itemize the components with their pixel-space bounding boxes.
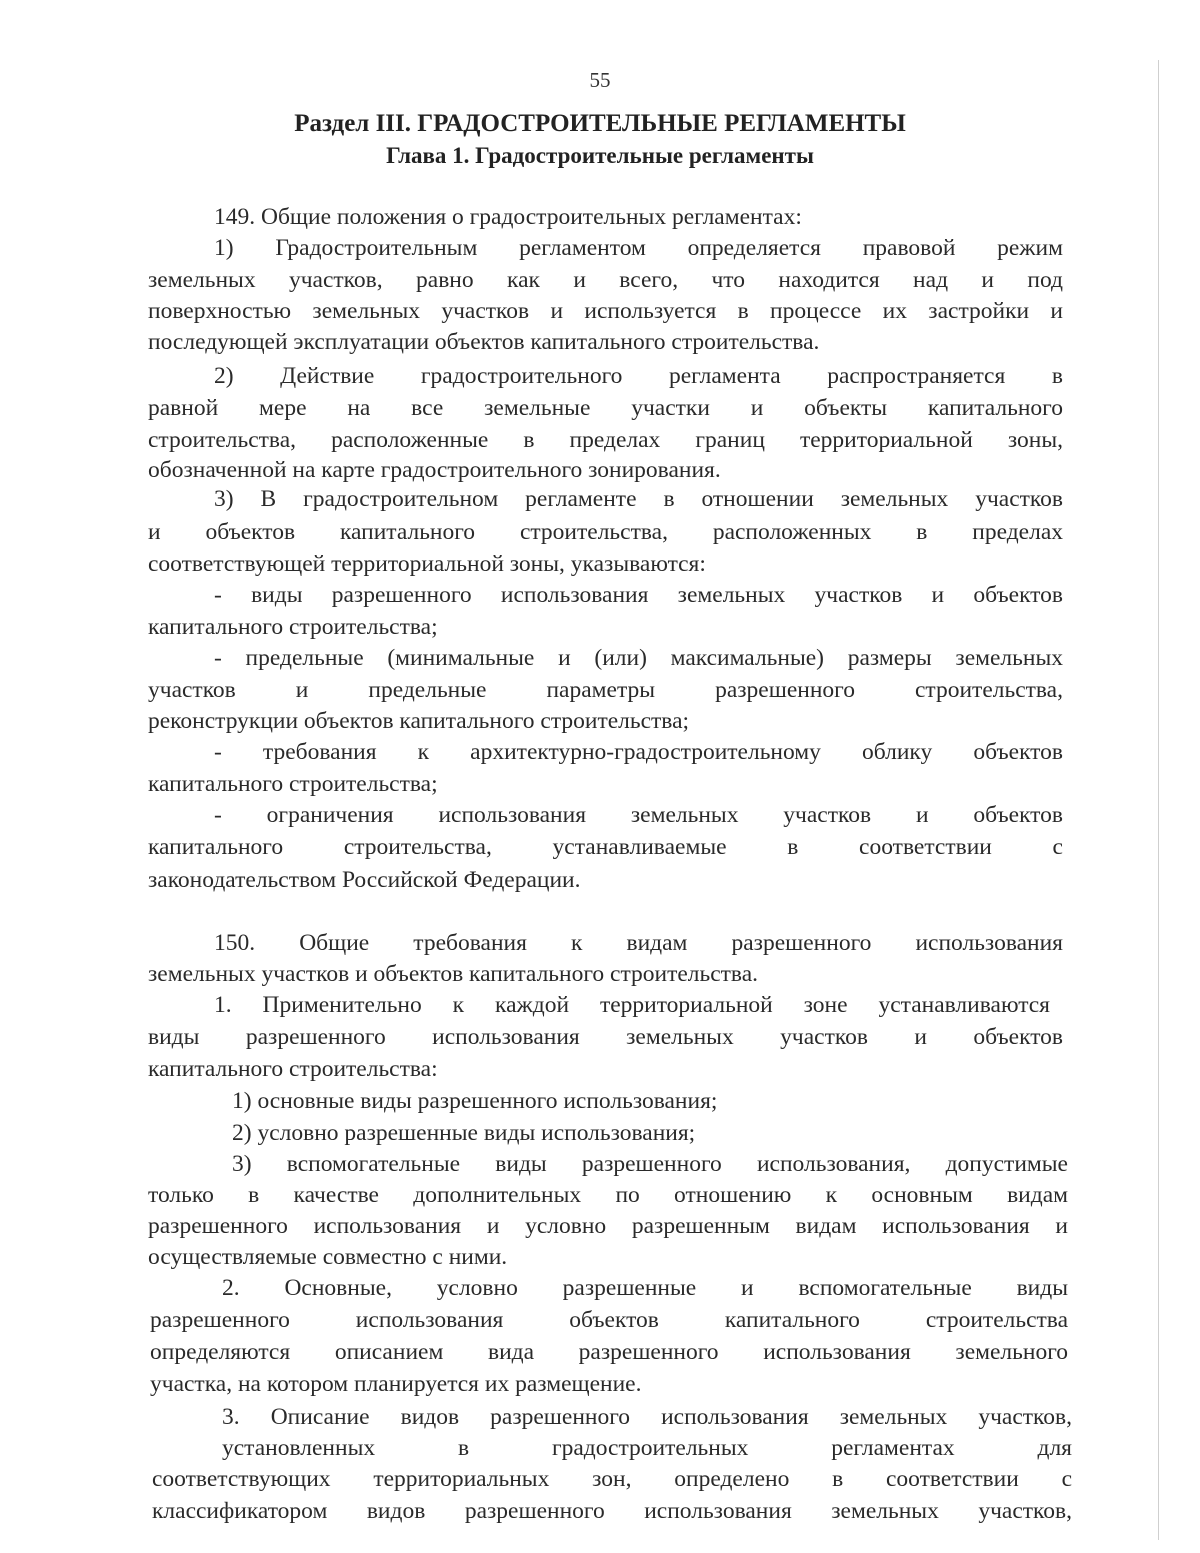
text-line: разрешенного использования и условно разрешенным видам использования и — [148, 1213, 1068, 1239]
text-line: - ограничения использования земельных участков и объектов — [214, 802, 1063, 828]
text-line: капитального строительства, устанавливаемые в соответствии с — [148, 834, 1063, 860]
text-line: классификатором видов разрешенного использования земельных участков, — [152, 1498, 1072, 1524]
text-line: капитального строительства; — [148, 771, 438, 797]
text-line: последующей эксплуатации объектов капитального строительства. — [148, 329, 820, 355]
text-line: поверхностью земельных участков и используется в процессе их застройки и — [148, 298, 1063, 324]
text-line: законодательством Российской Федерации. — [148, 867, 581, 893]
text-line: 1. Применительно к каждой территориальной зоне устанавливаются — [214, 992, 1050, 1018]
text-line: 149. Общие положения о градостроительных регламентах: — [214, 204, 802, 230]
text-line: 2) условно разрешенные виды использования; — [232, 1120, 696, 1146]
text-line: виды разрешенного использования земельных участков и объектов — [148, 1024, 1063, 1050]
text-line: участков и предельные параметры разрешенного строительства, — [148, 677, 1063, 703]
text-line: осуществляемые совместно с ними. — [148, 1244, 508, 1270]
text-line: 2. Основные, условно разрешенные и вспомогательные виды — [222, 1275, 1068, 1301]
text-line: 3) В градостроительном регламенте в отношении земельных участков — [214, 486, 1063, 512]
page-number: 55 — [589, 68, 611, 92]
text-line: равной мере на все земельные участки и объекты капитального — [148, 395, 1063, 421]
text-line: капитального строительства: — [148, 1056, 438, 1082]
text-line: - предельные (минимальные и (или) максимальные) размеры земельных — [214, 645, 1063, 671]
text-line: определяются описанием вида разрешенного использования земельного — [150, 1339, 1068, 1365]
text-line: соответствующей территориальной зоны, указываются: — [148, 551, 706, 577]
text-line: реконструкции объектов капитального строительства; — [148, 708, 690, 734]
text-line: 3) вспомогательные виды разрешенного использования, допустимые — [232, 1151, 1068, 1177]
section-title: Раздел III. ГРАДОСТРОИТЕЛЬНЫЕ РЕГЛАМЕНТЫ — [294, 110, 906, 137]
text-line: установленных в градостроительных регламентах для — [222, 1435, 1072, 1461]
text-line: соответствующих территориальных зон, определено в соответствии с — [152, 1466, 1072, 1492]
text-line: капитального строительства; — [148, 614, 438, 640]
text-line: 2) Действие градостроительного регламента распространяется в — [214, 363, 1063, 389]
text-line: земельных участков и объектов капитального строительства. — [148, 961, 759, 987]
text-line: 1) основные виды разрешенного использования; — [232, 1088, 718, 1114]
text-line: обозначенной на карте градостроительного зонирования. — [148, 457, 721, 483]
chapter-title: Глава 1. Градостроительные регламенты — [386, 143, 814, 168]
text-line: и объектов капитального строительства, расположенных в пределах — [148, 519, 1063, 545]
text-line: - требования к архитектурно-градостроительному облику объектов — [214, 739, 1063, 765]
text-line: участка, на котором планируется их размещение. — [150, 1371, 642, 1397]
text-line: земельных участков, равно как и всего, что находится над и под — [148, 267, 1063, 293]
text-line: 1) Градостроительным регламентом определяется правовой режим — [214, 235, 1063, 261]
text-line: разрешенного использования объектов капитального строительства — [150, 1307, 1068, 1333]
text-line: - виды разрешенного использования земельных участков и объектов — [214, 582, 1063, 608]
text-line: 150. Общие требования к видам разрешенного использования — [214, 930, 1063, 956]
text-line: строительства, расположенные в пределах границ территориальной зоны, — [148, 427, 1063, 453]
scan-edge-line — [1158, 60, 1159, 1540]
text-line: только в качестве дополнительных по отношению к основным видам — [148, 1182, 1068, 1208]
text-line: 3. Описание видов разрешенного использования земельных участков, — [222, 1404, 1072, 1430]
